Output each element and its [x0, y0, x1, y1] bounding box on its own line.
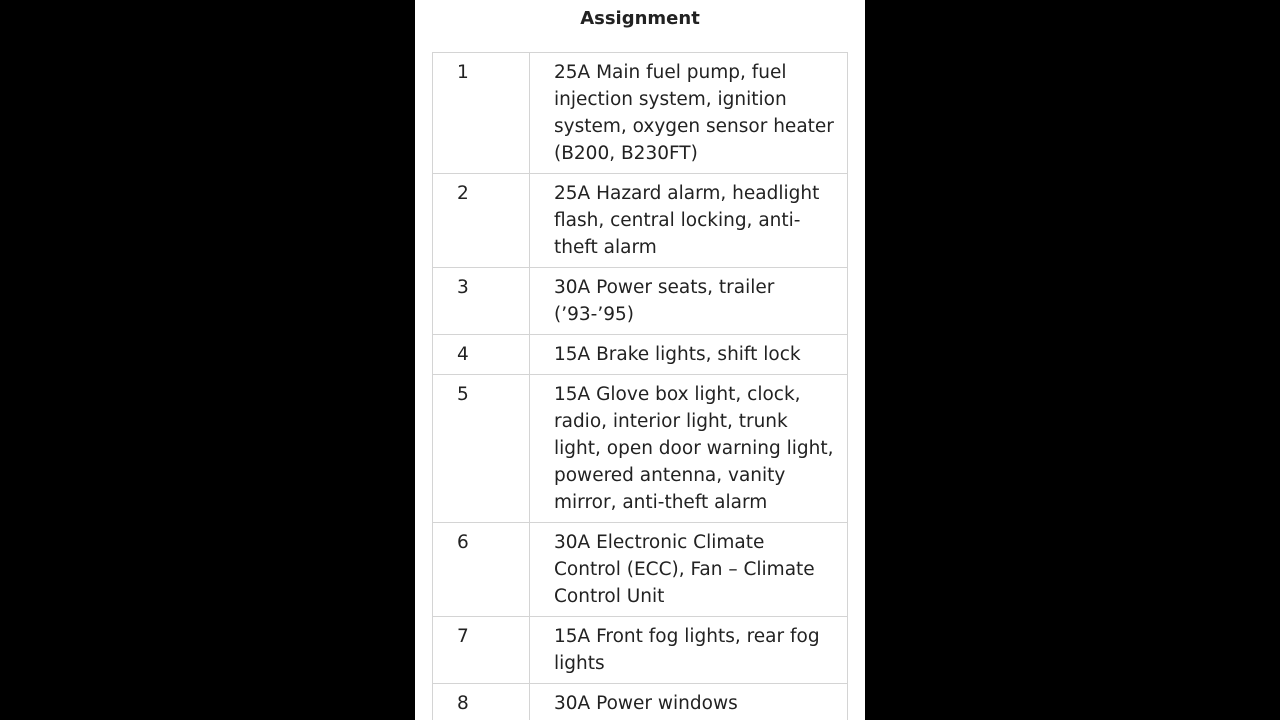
table-row [433, 335, 848, 375]
fuse-assignment: 25A Hazard alarm, headlight flash, central locking, anti-theft alarm [530, 174, 848, 268]
table-row [433, 617, 848, 684]
document-page [415, 0, 865, 720]
fuse-assignment-table [432, 52, 848, 720]
fuse-assignment: 30A Power seats, trailer (’93-’95) [530, 268, 848, 335]
fuse-number: 6 [433, 523, 530, 617]
fuse-assignment: 15A Glove box light, clock, radio, interior light, trunk light, open door warning light, powered antenna, vanity mirror, anti-theft alarm [530, 375, 848, 523]
fuse-number: 2 [433, 174, 530, 268]
table-row [433, 53, 848, 174]
table-row [433, 375, 848, 523]
fuse-assignment: 30A Electronic Climate Control (ECC), Fan – Climate Control Unit [530, 523, 848, 617]
fuse-assignment: 15A Front fog lights, rear fog lights [530, 617, 848, 684]
fuse-assignment: 25A Main fuel pump, fuel injection system, ignition system, oxygen sensor heater (B200, B230FT) [530, 53, 848, 174]
table-row [433, 174, 848, 268]
fuse-number: 4 [433, 335, 530, 375]
fuse-number: 3 [433, 268, 530, 335]
table-row [433, 684, 848, 720]
assignment-heading: Assignment [580, 8, 700, 29]
fuse-assignment: 30A Power windows [530, 684, 848, 720]
table-row [433, 268, 848, 335]
fuse-number: 8 [433, 684, 530, 720]
fuse-number: 1 [433, 53, 530, 174]
fuse-number: 7 [433, 617, 530, 684]
table-row [433, 523, 848, 617]
fuse-assignment: 15A Brake lights, shift lock [530, 335, 848, 375]
fuse-number: 5 [433, 375, 530, 523]
